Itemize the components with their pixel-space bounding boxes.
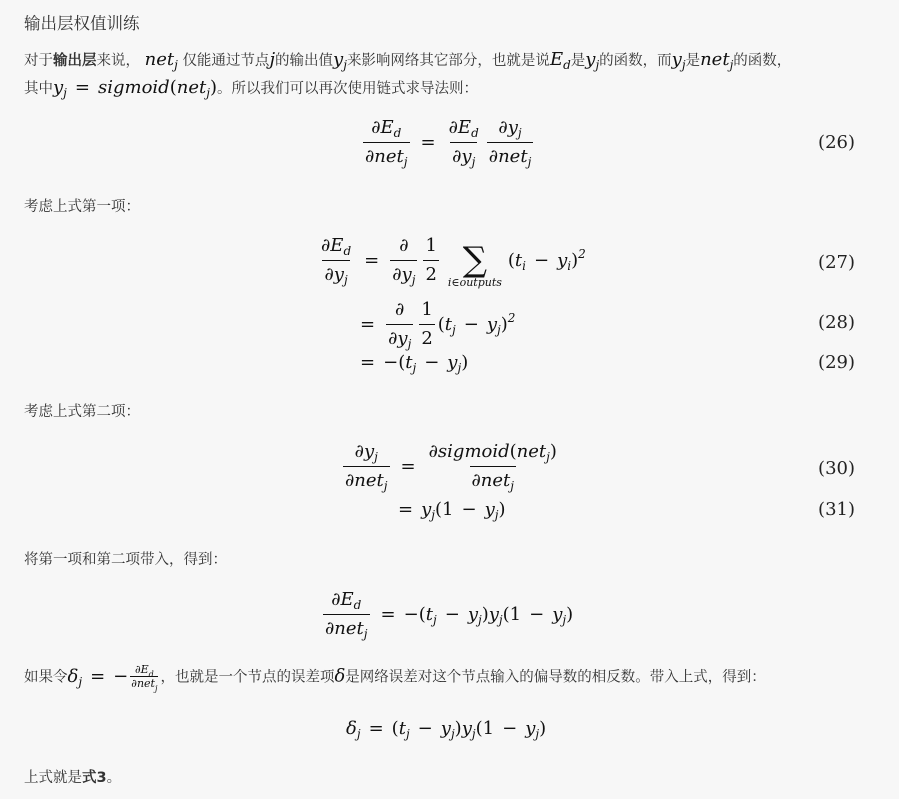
paragraph-conclusion	[24, 765, 121, 791]
text: 的函数，	[733, 53, 792, 69]
paragraph-substitute: 将第一项和第二项带入，得到：	[24, 552, 227, 568]
equation-combined: $\frac{\partial E_d}{\partial net_j}$ = $-(t_j - y_j)y_j(1 - y_j)$	[325, 589, 574, 641]
text: 。	[106, 770, 122, 786]
math-yj: $y_j$	[671, 49, 686, 72]
section-heading: 输出层权值训练	[24, 14, 140, 33]
math-netj: net$_j$	[700, 49, 734, 72]
equation-number-28: (28)	[818, 312, 855, 333]
math-yj: $y_j$	[333, 49, 347, 72]
text: 对于	[24, 53, 53, 69]
equation-number-30: (30)	[818, 458, 855, 479]
text: 是	[685, 53, 701, 69]
equation-31: = $y_j(1 - y_j)$	[398, 499, 506, 522]
math-delta: δ	[334, 665, 346, 687]
math-yj: $y_j$	[585, 49, 600, 72]
text: 其中	[24, 81, 53, 97]
equation-number-29: (29)	[818, 352, 855, 373]
paragraph-delta-definition	[24, 663, 766, 691]
text: 仅能通过节点	[182, 53, 270, 69]
text: 。所以我们可以再次使用链式求导法则：	[216, 81, 478, 97]
equation-26: $\frac{\partial E_d}{\partial net_j}$ = $\frac{\partial E_d}{\partial y_j}$ $\frac{\partial y_j}{\partial net_j}$	[365, 117, 532, 169]
intro-paragraph-line1	[24, 47, 791, 74]
math-delta-def: $\delta_j$ = − $\frac{\partial E_d}{\partial net_j}$	[67, 663, 158, 693]
bold-text: 式3	[82, 770, 107, 786]
equation-28: = $\frac{\partial}{\partial y_j}$ $\frac{1}{2}$ $(t_j - y_j)^2$	[360, 299, 516, 351]
math-Ed: $E_d$	[549, 49, 571, 72]
math-j: j	[269, 49, 276, 70]
equation-30: $\frac{\partial y_j}{\partial net_j}$ = $\frac{\partial sigmoid(net_j)}{\partial net_j}$	[345, 441, 557, 493]
math-sigmoid-def: $y_j$ = sigmoid(net$_j$)	[53, 77, 217, 100]
text: 如果令	[24, 669, 68, 686]
math-netj: net$_j$	[144, 49, 178, 72]
text: ，也就是一个节点的误差项	[160, 669, 335, 686]
intro-paragraph-line2	[24, 75, 478, 102]
equation-number-27: (27)	[818, 252, 855, 273]
text: 来说，	[96, 53, 140, 69]
text: 的函数，而	[599, 53, 672, 69]
equation-27: $\frac{\partial E_d}{\partial y_j}$ = $\frac{\partial}{\partial y_j}$ $\frac{1}{2}$ ∑ i∈outputs $(t_i - y_i)^2$	[321, 235, 586, 289]
bold-text: 输出层	[53, 53, 97, 69]
text: 来影响网络其它部分，也就是说	[346, 53, 550, 69]
text: 上式就是	[24, 770, 82, 786]
text: 是网络误差对这个节点输入的偏导数的相反数。带入上式，得到：	[345, 669, 766, 686]
equation-29: = $-(t_j - y_j)$	[360, 352, 469, 375]
paragraph-second-term: 考虑上式第二项：	[24, 404, 140, 420]
paragraph-first-term: 考虑上式第一项：	[24, 199, 140, 215]
text: 的输出值	[275, 53, 334, 69]
equation-delta: $\delta_j = (t_j - y_j)y_j(1 - y_j)$	[346, 718, 547, 741]
equation-number-31: (31)	[818, 499, 855, 520]
text: 是	[570, 53, 586, 69]
equation-number-26: (26)	[818, 132, 855, 153]
